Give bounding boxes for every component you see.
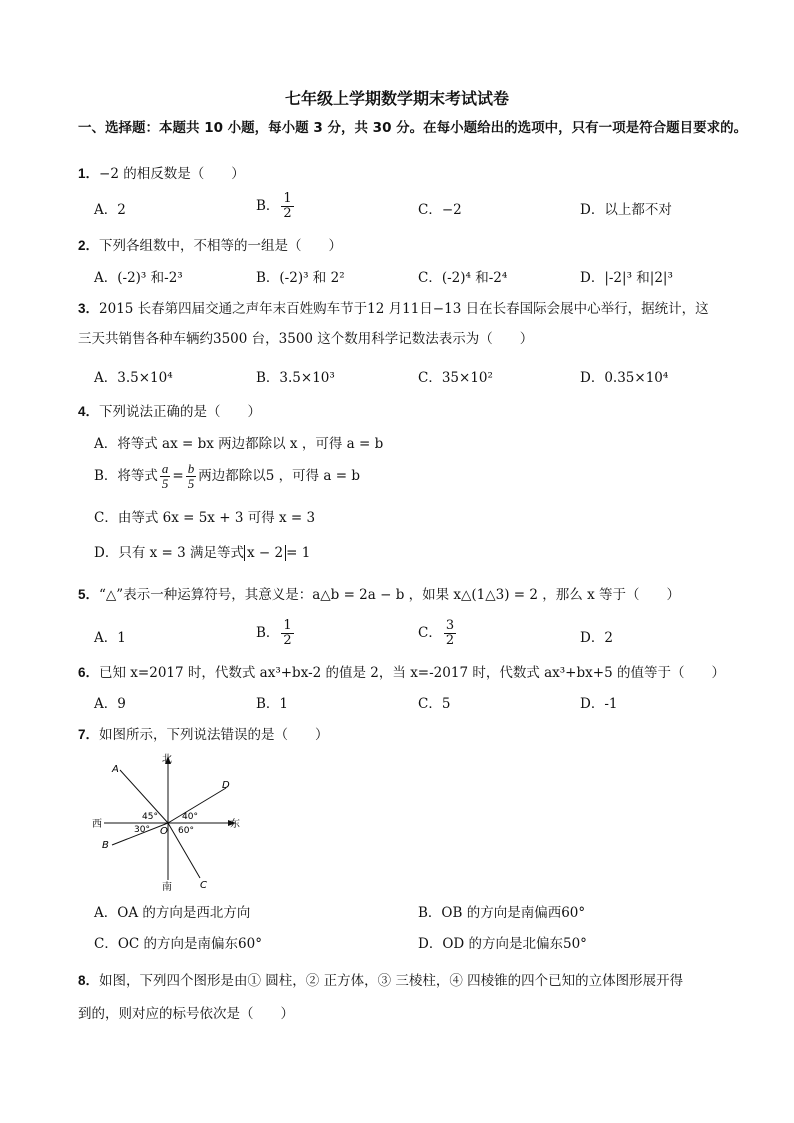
fraction: [281, 619, 293, 648]
question-6: [78, 663, 758, 683]
q1-option-a: A．2: [94, 202, 126, 218]
question-stem-line-1: 如图，下列四个图形是由① 圆柱，② 正方体，③ 三棱柱，④ 四棱锥的四个已知的立体图形展开得: [99, 973, 684, 989]
q1-option-d: D．以上都不对: [580, 202, 672, 218]
q6-option-a: A．9: [94, 696, 126, 712]
question-2: [78, 236, 758, 256]
q7-option-a: A．OA 的方向是西北方向: [94, 905, 251, 921]
option-text: B．将等式: [94, 468, 158, 484]
question-5: [78, 585, 758, 605]
angle-30: 30°: [134, 825, 150, 835]
section-heading: 一、选择题：本题共 10 小题，每小题 3 分，共 30 分。在每小题给出的选项中，只有一项是符合题目要求的。: [78, 120, 748, 136]
fraction-denominator: 5: [187, 476, 195, 491]
question-number: 2．: [78, 238, 100, 253]
question-8-line-2: 到的，则对应的标号依次是（ ）: [78, 1006, 294, 1022]
label-east: 东: [230, 819, 240, 830]
label-d: D: [222, 780, 230, 791]
question-stem-line-1: 2015 长春第四届交通之声年末百姓购车节于12 月11日−13 日在长春国际会展中心举行，据统计，这: [99, 301, 709, 317]
angle-60: 60°: [178, 826, 194, 836]
direction-figure: [90, 750, 250, 895]
q6-option-b: B．1: [256, 696, 289, 712]
q6-option-d: D．-1: [580, 696, 618, 712]
label-a: A: [112, 764, 119, 775]
fraction-numerator: a: [161, 461, 169, 476]
question-8: [78, 971, 758, 991]
q5-option-c: [418, 619, 458, 648]
question-number: 1．: [78, 166, 100, 181]
question-4: [78, 402, 758, 422]
question-3-line-2: 三天共销售各种车辆约3500 台，3500 这个数用科学记数法表示为（ ）: [78, 331, 534, 347]
label-c: C: [200, 880, 207, 891]
question-number: 6．: [78, 665, 100, 680]
option-label: B．: [256, 198, 280, 214]
q2-option-a: A．(-2)³ 和-2³: [94, 270, 183, 286]
label-west: 西: [92, 819, 102, 830]
question-stem: 下列说法正确的是（ ）: [99, 404, 262, 420]
fraction-a-over-5: [160, 462, 171, 491]
question-7: [78, 725, 758, 745]
q2-option-b: B．(-2)³ 和 2²: [256, 270, 345, 286]
option-text: 两边都除以5 ，可得 a = b: [198, 468, 360, 484]
angle-45: 45°: [142, 812, 158, 822]
q3-option-d: D．0.35×10⁴: [580, 370, 669, 386]
label-o: O: [160, 826, 168, 837]
question-stem: −2 的相反数是（ ）: [99, 166, 245, 182]
fraction-denominator: 5: [161, 476, 169, 491]
q4-option-d: [94, 543, 310, 563]
question-3: [78, 299, 758, 319]
q2-option-d: D．|-2|³ 和|2|³: [580, 270, 673, 286]
q5-option-d: D．2: [580, 630, 613, 646]
q1-option-c: C．−2: [418, 202, 462, 218]
fraction-numerator: 1: [283, 191, 292, 206]
label-b: B: [102, 840, 109, 851]
question-1: [78, 164, 758, 184]
q4-option-b: [94, 462, 360, 491]
question-number: 7．: [78, 727, 100, 742]
q4-option-c: C．由等式 6x = 5x + 3 可得 x = 3: [94, 510, 316, 526]
question-stem: 如图所示，下列说法错误的是（ ）: [99, 727, 329, 743]
q3-option-a: A．3.5×10⁴: [94, 370, 173, 386]
q1-option-b: [256, 192, 296, 221]
fraction: [281, 192, 293, 221]
option-text: = 1: [286, 545, 311, 561]
q7-option-c: C．OC 的方向是南偏东60°: [94, 936, 262, 952]
question-number: 3．: [78, 301, 100, 316]
q7-option-d: D．OD 的方向是北偏东50°: [418, 936, 587, 952]
fraction-denominator: 2: [283, 206, 292, 221]
angle-40: 40°: [182, 812, 198, 822]
option-label: C．: [418, 625, 442, 641]
option-label: B．: [256, 625, 280, 641]
fraction-denominator: 2: [445, 633, 455, 648]
question-number: 4．: [78, 404, 100, 419]
q7-option-b: B．OB 的方向是南偏西60°: [418, 905, 586, 921]
fraction-numerator: 1: [283, 618, 292, 633]
page-title: 七年级上学期数学期末考试试卷: [284, 89, 509, 108]
q2-option-c: C．(-2)⁴ 和-2⁴: [418, 270, 508, 286]
fraction-numerator: 3: [445, 618, 455, 633]
fraction-denominator: 2: [283, 633, 292, 648]
option-text: D．只有 x = 3 满足等式: [94, 545, 245, 561]
q3-option-c: C．35×10²: [418, 370, 493, 386]
question-number: 5．: [78, 587, 100, 602]
equals-sign: =: [172, 468, 184, 484]
q4-option-a: A．将等式 ax = bx 两边都除以 x ，可得 a = b: [94, 436, 384, 452]
q5-option-b: [256, 619, 296, 648]
q5-option-a: A．1: [94, 630, 126, 646]
question-stem: “△”表示一种运算符号，其意义是：a△b = 2a − b ，如果 x△(1△3) = 2 ，那么 x 等于（ ）: [99, 587, 680, 603]
absolute-value: x − 2: [244, 545, 286, 561]
fraction-numerator: b: [187, 461, 195, 476]
question-stem: 下列各组数中，不相等的一组是（ ）: [99, 238, 343, 254]
q3-option-b: B．3.5×10³: [256, 370, 335, 386]
fraction-b-over-5: [186, 462, 197, 491]
q6-option-c: C．5: [418, 696, 451, 712]
fraction: [444, 619, 456, 648]
question-stem: 已知 x=2017 时，代数式 ax³+bx-2 的值是 2，当 x=-2017 时，代数式 ax³+bx+5 的值等于（ ）: [99, 665, 725, 681]
label-north: 北: [162, 754, 172, 765]
label-south: 南: [162, 882, 172, 893]
question-number: 8．: [78, 973, 100, 988]
